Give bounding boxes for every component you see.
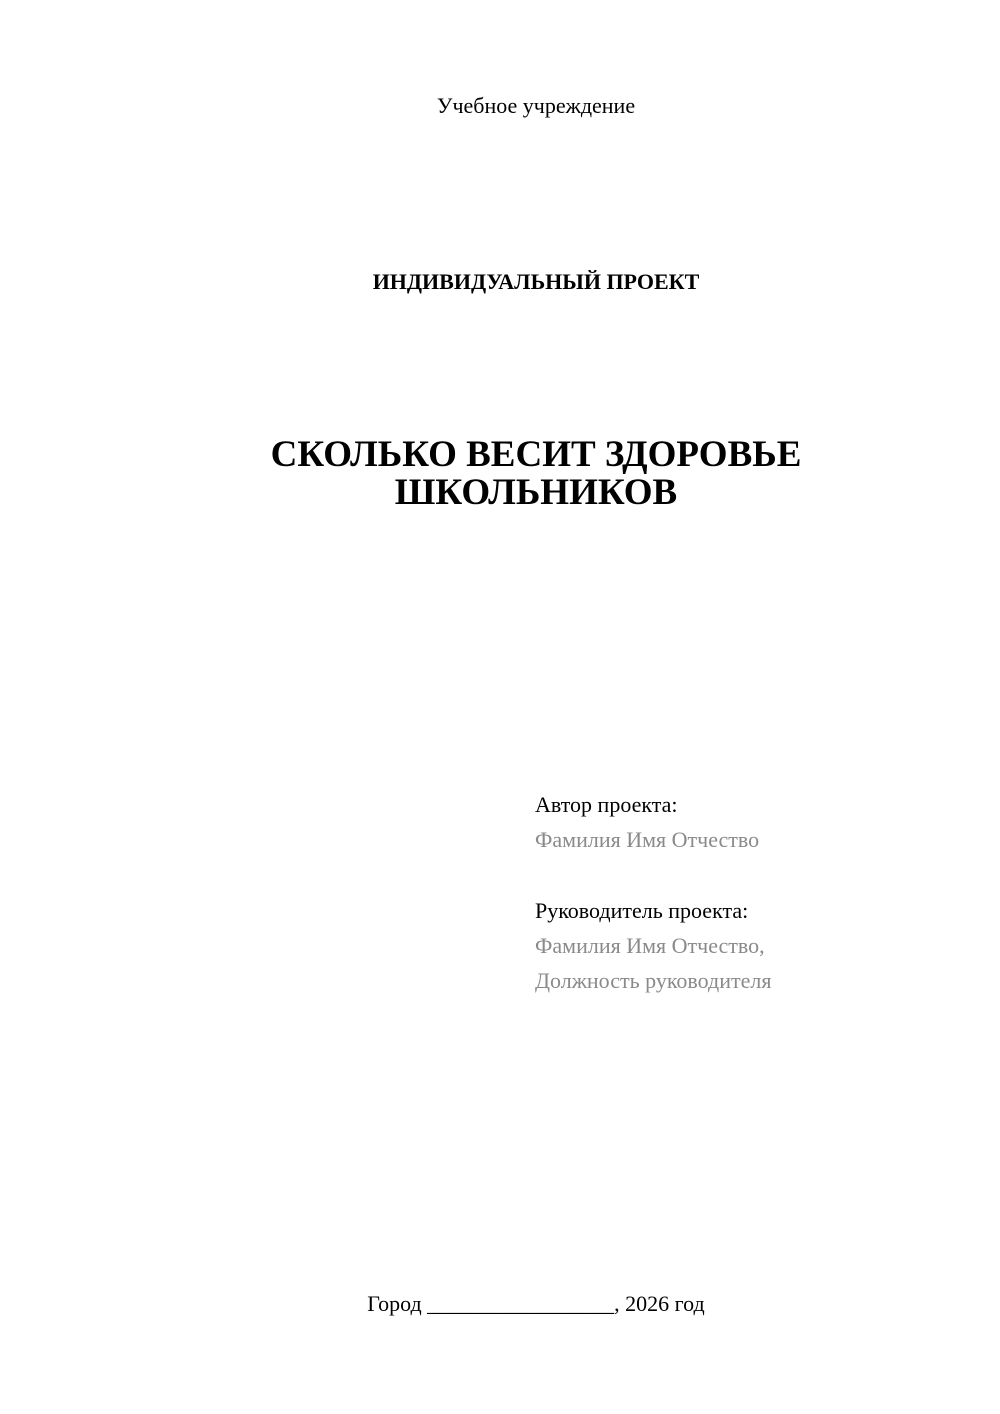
- author-label: Автор проекта:: [535, 792, 678, 817]
- supervisor-name: Фамилия Имя Отчество,: [535, 933, 765, 958]
- project-people-block: [535, 787, 975, 998]
- project-title: [0, 436, 1000, 512]
- project-type-heading: ИНДИВИДУАЛЬНЫЙ ПРОЕКТ: [372, 269, 700, 294]
- project-title-line-2: ШКОЛЬНИКОВ: [394, 472, 678, 513]
- people-spacer: [535, 857, 975, 893]
- supervisor-position: Должность руководителя: [535, 968, 772, 993]
- city-year-line: Город _________________, 2026 год: [367, 1291, 705, 1316]
- author-name: Фамилия Имя Отчество: [535, 827, 760, 852]
- supervisor-label: Руководитель проекта:: [535, 898, 749, 923]
- project-title-line-1: СКОЛЬКО ВЕСИТ ЗДОРОВЬЕ: [270, 434, 802, 475]
- institution-name: Учебное учреждение: [436, 93, 636, 118]
